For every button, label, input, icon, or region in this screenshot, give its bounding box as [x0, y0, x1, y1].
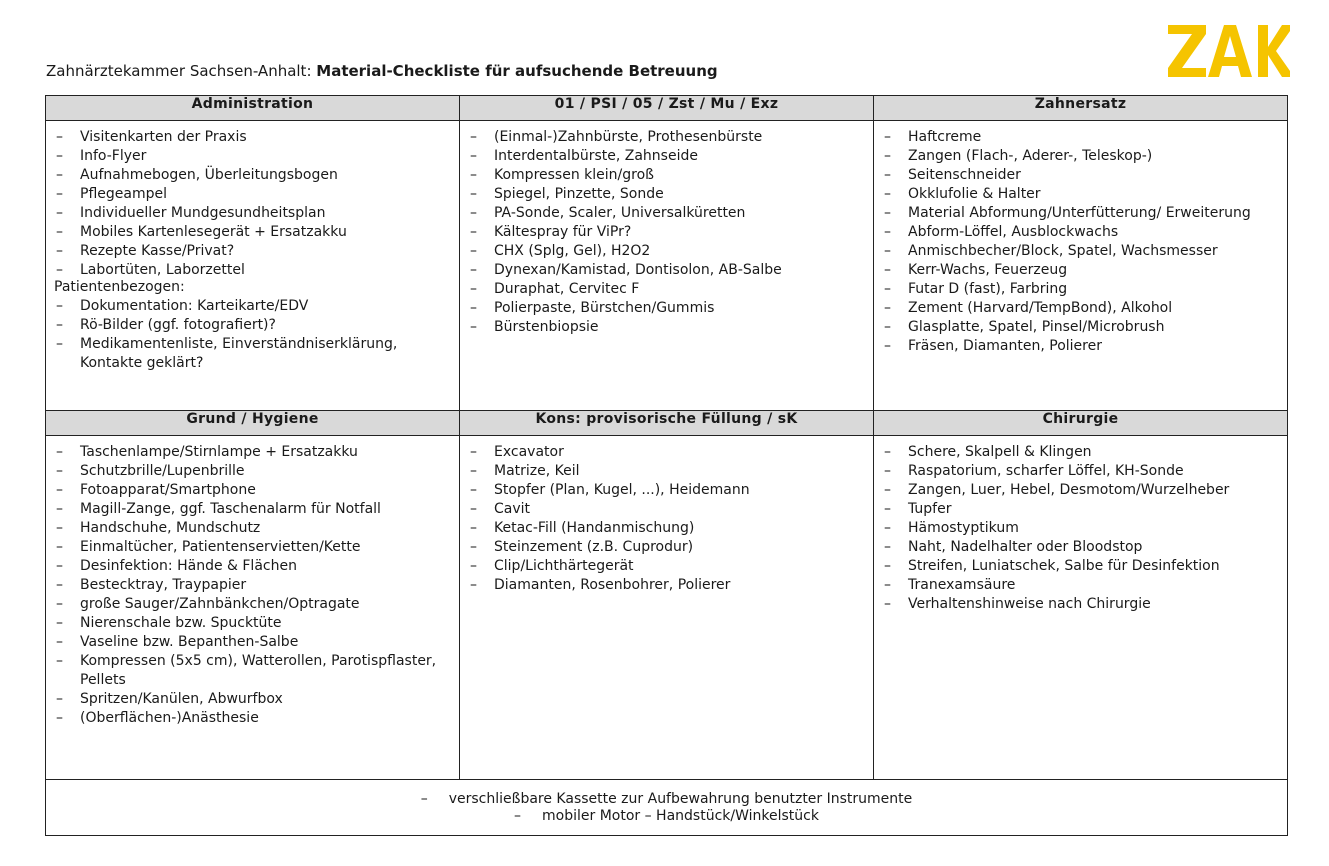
- checklist-item: – Abform-Löffel, Ausblockwachs: [882, 223, 1279, 242]
- section-zahnersatz: [874, 121, 1288, 411]
- checklist-item: – Raspatorium, scharfer Löffel, KH-Sonde: [882, 462, 1279, 481]
- checklist-item: – Tranexamsäure: [882, 576, 1279, 595]
- item-group: [468, 500, 865, 576]
- checklist-item: – Steinzement (z.B. Cuprodur): [468, 538, 865, 557]
- checklist-item: – (Einmal-)Zahnbürste, Prothesenbürste: [468, 128, 865, 147]
- checklist-item: – große Sauger/Zahnbänkchen/Optragate: [54, 595, 451, 614]
- item-group: [468, 242, 865, 318]
- checklist-item: – Naht, Nadelhalter oder Bloodstop: [882, 538, 1279, 557]
- checklist-item: – Nierenschale bzw. Spucktüte: [54, 614, 451, 633]
- checklist-item: – Tupfer: [882, 500, 1279, 519]
- checklist-item: – Taschenlampe/Stirnlampe + Ersatzakku: [54, 443, 451, 462]
- item-group: [54, 633, 451, 652]
- checklist-item: – Mobiles Kartenlesegerät + Ersatzakku: [54, 223, 451, 242]
- checklist-item: – Schere, Skalpell & Klingen: [882, 443, 1279, 462]
- checklist-title: Material-Checkliste für aufsuchende Betreuung: [316, 62, 718, 80]
- checklist-item: – Labortüten, Laborzettel: [54, 261, 451, 280]
- item-group: [882, 299, 1279, 337]
- item-group: [882, 337, 1279, 356]
- checklist-item: – Hämostyptikum: [882, 519, 1279, 538]
- checklist-item: – Schutzbrille/Lupenbrille: [54, 462, 451, 481]
- checklist-item: – Desinfektion: Hände & Flächen: [54, 557, 451, 576]
- footer-notes: [46, 780, 1288, 836]
- checklist-item: – Bürstenbiopsie: [468, 318, 865, 337]
- item-group: [882, 204, 1279, 299]
- checklist-item: – (Oberflächen-)Anästhesie: [54, 709, 451, 728]
- checklist-item: – Anmischbecher/Block, Spatel, Wachsmesser: [882, 242, 1279, 261]
- checklist-item: – Kerr-Wachs, Feuerzeug: [882, 261, 1279, 280]
- section-chirurgie: [874, 436, 1288, 780]
- checklist-item: – Magill-Zange, ggf. Taschenalarm für Notfall: [54, 500, 451, 519]
- section-psi: [460, 121, 874, 411]
- item-group: [468, 318, 865, 337]
- header-kons: Kons: provisorische Füllung / sK: [460, 411, 874, 436]
- checklist-item: – Ketac-Fill (Handanmischung): [468, 519, 865, 538]
- footer-line-text: mobiler Motor – Handstück/Winkelstück: [542, 807, 819, 824]
- section-administration: [46, 121, 460, 411]
- checklist-item: – Seitenschneider: [882, 166, 1279, 185]
- checklist-item: – Info-Flyer: [54, 147, 451, 166]
- zak-logo: [1168, 25, 1290, 77]
- item-group: [468, 185, 865, 242]
- header-chirurgie: Chirurgie: [874, 411, 1288, 436]
- checklist-item: – Rö-Bilder (ggf. fotografiert)?: [54, 316, 451, 335]
- checklist-item: – Dynexan/Kamistad, Dontisolon, AB-Salbe: [468, 261, 865, 280]
- checklist-item: – Aufnahmebogen, Überleitungsbogen: [54, 166, 451, 185]
- checklist-item: – Kompressen (5x5 cm), Watterollen, Parotispflaster, Pellets: [54, 652, 451, 690]
- checklist-table: [45, 95, 1288, 836]
- checklist-item: – Pflegeampel: [54, 185, 451, 204]
- checklist-item: – Zangen, Luer, Hebel, Desmotom/Wurzelheber: [882, 481, 1279, 500]
- checklist-item: – Polierpaste, Bürstchen/Gummis: [468, 299, 865, 318]
- checklist-item: – CHX (Splg, Gel), H2O2: [468, 242, 865, 261]
- item-group: [54, 519, 451, 595]
- checklist-item: – Spritzen/Kanülen, Abwurfbox: [54, 690, 451, 709]
- item-group: [54, 128, 451, 223]
- item-group: [882, 128, 1279, 147]
- subheading: Patientenbezogen:: [54, 279, 185, 295]
- header-zahnersatz: Zahnersatz: [874, 96, 1288, 121]
- page-title: [46, 62, 718, 80]
- header-hygiene: Grund / Hygiene: [46, 411, 460, 436]
- checklist-item: – Dokumentation: Karteikarte/EDV: [54, 297, 451, 316]
- checklist-item: – Bestecktray, Traypapier: [54, 576, 451, 595]
- checklist-item: – Handschuhe, Mundschutz: [54, 519, 451, 538]
- checklist-item: – Medikamentenliste, Einverständniserklärung, Kontakte geklärt?: [54, 335, 451, 373]
- item-group: [882, 576, 1279, 595]
- checklist-item: – Vaseline bzw. Bepanthen-Salbe: [54, 633, 451, 652]
- item-group: [54, 297, 451, 373]
- item-group: [54, 652, 451, 728]
- checklist-item: – Interdentalbürste, Zahnseide: [468, 147, 865, 166]
- checklist-item: – Okklufolie & Halter: [882, 185, 1279, 204]
- footer-line: – mobiler Motor – Handstück/Winkelstück: [514, 807, 819, 824]
- checklist-item: – Kompressen klein/groß: [468, 166, 865, 185]
- item-group: [882, 147, 1279, 204]
- item-group: [882, 443, 1279, 500]
- checklist-item: – Stopfer (Plan, Kugel, ...), Heidemann: [468, 481, 865, 500]
- item-group: [882, 595, 1279, 614]
- checklist-item: – Clip/Lichthärtegerät: [468, 557, 865, 576]
- section-kons: [460, 436, 874, 780]
- checklist-item: – Duraphat, Cervitec F: [468, 280, 865, 299]
- checklist-item: – Zangen (Flach-, Aderer-, Teleskop-): [882, 147, 1279, 166]
- checklist-item: – PA-Sonde, Scaler, Universalküretten: [468, 204, 865, 223]
- checklist-item: – Rezepte Kasse/Privat?: [54, 242, 451, 261]
- checklist-item: – Fotoapparat/Smartphone: [54, 481, 451, 500]
- checklist-item: – Material Abformung/Unterfütterung/ Erweiterung: [882, 204, 1279, 223]
- checklist-item: – Visitenkarten der Praxis: [54, 128, 451, 147]
- section-hygiene: [46, 436, 460, 780]
- checklist-item: – Zement (Harvard/TempBond), Alkohol: [882, 299, 1279, 318]
- checklist-item: – Diamanten, Rosenbohrer, Polierer: [468, 576, 865, 595]
- header-psi: 01 / PSI / 05 / Zst / Mu / Exz: [460, 96, 874, 121]
- item-group: [468, 443, 865, 500]
- checklist-item: – Streifen, Luniatschek, Salbe für Desinfektion: [882, 557, 1279, 576]
- item-group: [54, 223, 451, 280]
- checklist-item: – Futar D (fast), Farbring: [882, 280, 1279, 299]
- checklist-item: – Cavit: [468, 500, 865, 519]
- header-administration: Administration: [46, 96, 460, 121]
- checklist-item: – Glasplatte, Spatel, Pinsel/Microbrush: [882, 318, 1279, 337]
- item-group: [882, 500, 1279, 557]
- checklist-item: – Spiegel, Pinzette, Sonde: [468, 185, 865, 204]
- item-group: [468, 576, 865, 595]
- checklist-item: – Einmaltücher, Patientenservietten/Kette: [54, 538, 451, 557]
- item-group: [882, 557, 1279, 576]
- checklist-item: – Verhaltenshinweise nach Chirurgie: [882, 595, 1279, 614]
- item-group: [54, 595, 451, 633]
- checklist-item: – Kältespray für ViPr?: [468, 223, 865, 242]
- org-name: Zahnärztekammer Sachsen-Anhalt:: [46, 62, 317, 80]
- checklist-item: – Matrize, Keil: [468, 462, 865, 481]
- footer-line: – verschließbare Kassette zur Aufbewahrung benutzter Instrumente: [420, 790, 913, 807]
- item-group: [468, 128, 865, 185]
- checklist-item: – Haftcreme: [882, 128, 1279, 147]
- footer-line-text: verschließbare Kassette zur Aufbewahrung benutzter Instrumente: [448, 790, 913, 807]
- checklist-item: – Individueller Mundgesundheitsplan: [54, 204, 451, 223]
- item-group: [54, 443, 451, 519]
- checklist-item: – Fräsen, Diamanten, Polierer: [882, 337, 1279, 356]
- checklist-item: – Excavator: [468, 443, 865, 462]
